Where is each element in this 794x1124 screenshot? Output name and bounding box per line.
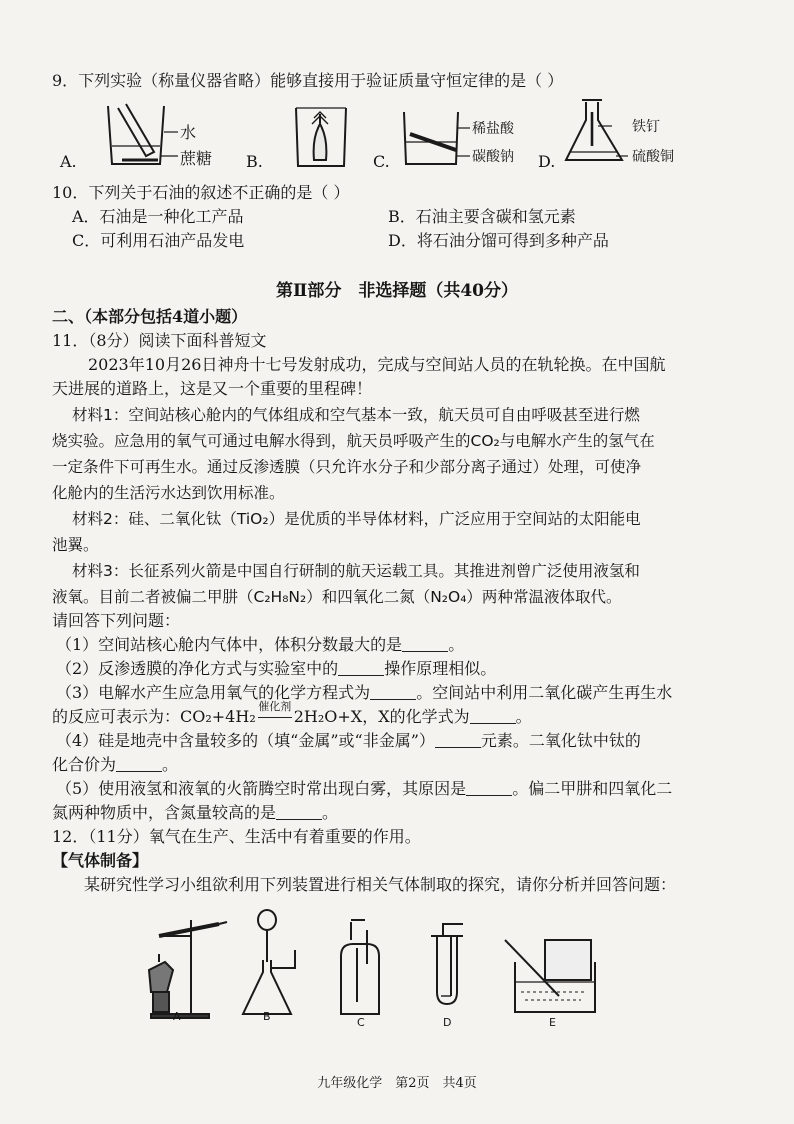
q9-c-label-acid: 稀盐酸 bbox=[472, 121, 514, 137]
q11-sub3-catalyst: 催化剂 bbox=[258, 700, 292, 713]
q11-sub5 bbox=[56, 778, 764, 800]
q12-apparatus bbox=[145, 900, 665, 1030]
q10-option-a: A．石油是一种化工产品 bbox=[72, 207, 244, 226]
q9-option-d: D. bbox=[538, 152, 556, 171]
q11-sub5-blank-nitrogen[interactable] bbox=[276, 803, 322, 820]
q11-sub3 bbox=[56, 682, 764, 704]
q11-sub4 bbox=[56, 730, 764, 752]
q11-sub3-text-2: 。空间站中利用二氧化碳产生再生水 bbox=[416, 683, 673, 702]
q9-figure-a bbox=[108, 104, 178, 164]
q11-sub4-text: （4）硅是地壳中含量较多的（填“金属”或“非金属”） bbox=[56, 731, 435, 750]
q11-sub5-text: （5）使用液氢和液氧的火箭腾空时常出现白雾，其原因是 bbox=[56, 779, 467, 798]
q11-material1-1: 材料1：空间站核心舱内的气体组成和空气基本一致，航天员可自由呼吸甚至进行燃 bbox=[72, 406, 640, 424]
q9-figure-b bbox=[296, 108, 346, 166]
q11-sub4-end: 。 bbox=[162, 755, 179, 774]
q11-material2-2: 池翼。 bbox=[52, 536, 99, 554]
q9-c-label-carbonate: 碳酸钠 bbox=[472, 149, 514, 165]
q9-d-label-copper-sulfate: 硫酸铜 bbox=[632, 149, 674, 165]
q11-sub4-blank[interactable] bbox=[435, 731, 481, 748]
part2-title: 第Ⅱ部分 非选择题（共40分） bbox=[276, 281, 518, 301]
apparatus-d bbox=[431, 924, 463, 1004]
q9-figure-d bbox=[566, 100, 628, 160]
q11-sub3-blank-x[interactable] bbox=[470, 707, 516, 724]
q12-stem: 12．（11分）氧气在生产、生活中有着重要的作用。 bbox=[52, 827, 421, 846]
q11-sub1-text: （1）空间站核心舱内气体中，体积分数最大的是 bbox=[56, 635, 403, 654]
q11-intro-1: 2023年10月26日神舟十七号发射成功，完成与空间站人员的在轨轮换。在中国航 bbox=[88, 355, 666, 374]
q11-sub1 bbox=[56, 634, 764, 656]
q9-d-label-nail: 铁钉 bbox=[632, 119, 660, 135]
q11-material3-2: 液氧。目前二者被偏二甲肼（C₂H₈N₂）和四氧化二氮（N₂O₄）两种常温液体取代。 bbox=[52, 588, 622, 606]
q11-sub3-reaction-left: 的反应可表示为：CO₂+4H₂ bbox=[52, 707, 256, 726]
q11-sub4-text-2: 元素。二氧化钛中钛的 bbox=[480, 731, 641, 750]
q11-sub5-text-2: 。偏二甲肼和四氧化二 bbox=[512, 779, 673, 798]
apparatus-label-a: A bbox=[173, 1010, 181, 1023]
q9-figures bbox=[60, 98, 710, 174]
q11-sub4-valence-text: 化合价为 bbox=[52, 755, 117, 774]
q12-intro: 某研究性学习小组欲利用下列装置进行相关气体制取的探究，请你分析并回答问题： bbox=[84, 875, 677, 894]
q11-sub1-blank[interactable] bbox=[402, 635, 448, 652]
apparatus-a bbox=[149, 920, 227, 1018]
q11-sub3-blank-equation[interactable] bbox=[370, 683, 416, 700]
q10-row1 bbox=[72, 206, 764, 228]
apparatus-label-c: C bbox=[357, 1016, 365, 1029]
q9-option-c: C. bbox=[373, 152, 390, 171]
page-footer: 九年级化学 第2页 共4页 bbox=[317, 1076, 477, 1091]
q11-sub5-cont bbox=[52, 802, 764, 824]
q11-intro-2: 天进展的道路上，这是又一个重要的里程碑！ bbox=[52, 379, 373, 398]
q9-figure-c bbox=[404, 112, 470, 164]
q11-sub3-end: 。 bbox=[515, 707, 532, 726]
q11-material2-1: 材料2：硅、二氧化钛（TiO₂）是优质的半导体材料，广泛应用于空间站的太阳能电 bbox=[72, 510, 641, 528]
q11-material3-1: 材料3：长征系列火箭是中国自行研制的航天运载工具。其推进剂曾广泛使用液氢和 bbox=[72, 562, 640, 580]
q10-option-d: D．将石油分馏可得到多种产品 bbox=[388, 231, 609, 250]
q10-stem: 10．下列关于石油的叙述不正确的是（ ） bbox=[52, 183, 350, 202]
q10-option-b: B．石油主要含碳和氢元素 bbox=[388, 207, 576, 226]
q11-sub2-text: （2）反渗透膜的净化方式与实验室中的 bbox=[56, 659, 339, 678]
q11-sub2 bbox=[56, 658, 764, 680]
apparatus-e bbox=[505, 940, 595, 1012]
q11-material1-2: 烧实验。应急用的氧气可通过电解水得到，航天员呼吸产生的CO₂与电解水产生的氢气在 bbox=[52, 432, 655, 450]
q11-sub4-cont bbox=[52, 754, 764, 776]
q12-tag: 【气体制备】 bbox=[52, 851, 149, 870]
q11-sub3-arrow bbox=[256, 700, 294, 728]
apparatus-b bbox=[243, 910, 295, 1014]
q9-option-b: B. bbox=[246, 152, 263, 171]
section-heading: 二、（本部分包括4道小题） bbox=[52, 307, 248, 326]
q11-sub1-end: 。 bbox=[448, 635, 465, 654]
q11-material1-3: 一定条件下可再生水。通过反渗透膜（只允许水分子和少部分离子通过）处理，可使净 bbox=[52, 458, 642, 476]
q11-ask: 请回答下列问题： bbox=[52, 611, 181, 630]
q11-stem: 11．（8分）阅读下面科普短文 bbox=[52, 331, 267, 350]
q11-sub3-cont bbox=[52, 700, 764, 728]
q11-material1-4: 化舱内的生活污水达到饮用标准。 bbox=[52, 484, 285, 502]
q11-sub3-reaction-right: 2H₂O+X，X的化学式为 bbox=[293, 707, 470, 726]
q9-a-label-sugar: 蔗糖 bbox=[180, 149, 213, 168]
apparatus-label-b: B bbox=[263, 1010, 271, 1023]
q10-option-c: C．可利用石油产品发电 bbox=[72, 231, 245, 250]
q12-apparatus-drawings bbox=[145, 900, 665, 1030]
q11-sub5-blank[interactable] bbox=[466, 779, 512, 796]
q11-sub5-nitrogen-text: 氮两种物质中，含氮量较高的是 bbox=[52, 803, 277, 822]
q11-sub4-blank-valence[interactable] bbox=[116, 755, 162, 772]
q9-option-a: A. bbox=[60, 152, 77, 171]
q11-sub2-blank[interactable] bbox=[338, 659, 384, 676]
q11-sub5-end: 。 bbox=[322, 803, 339, 822]
apparatus-label-e: E bbox=[549, 1016, 556, 1029]
apparatus-label-d: D bbox=[443, 1016, 452, 1029]
q9-a-label-water: 水 bbox=[180, 123, 197, 142]
q11-sub3-text: （3）电解水产生应急用氧气的化学方程式为 bbox=[56, 683, 371, 702]
q9-stem: 9．下列实验（称量仪器省略）能够直接用于验证质量守恒定律的是（ ） bbox=[52, 71, 564, 90]
q10-row2 bbox=[72, 230, 764, 252]
q11-sub2-end: 操作原理相似。 bbox=[384, 659, 497, 678]
apparatus-c bbox=[341, 920, 379, 1014]
